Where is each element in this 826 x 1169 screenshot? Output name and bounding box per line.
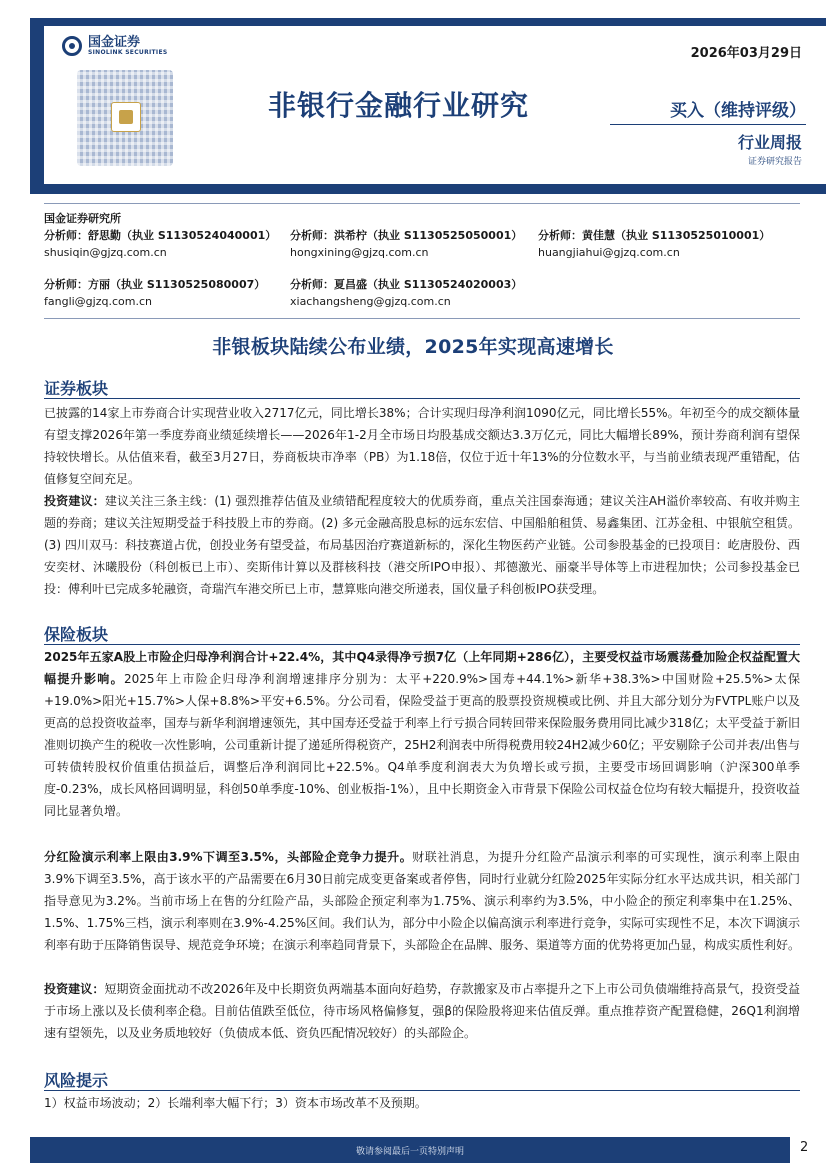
header-band	[44, 184, 826, 194]
analyst-label: 分析师：黄佳慧（执业 S1130525010001）	[538, 229, 771, 242]
analyst-entry	[290, 227, 522, 261]
analyst-email[interactable]: xiachangsheng@gjzq.com.cn	[290, 295, 451, 308]
insurance-paragraph-1	[44, 646, 800, 822]
insurance-lead-2: 分红险演示利率上限由3.9%下调至3.5%，头部险企竞争力提升。	[44, 850, 413, 864]
report-title: 非银行金融行业研究	[268, 89, 530, 122]
main-title: 非银板块陆续公布业绩，2025年实现高速增长	[212, 336, 614, 358]
report-subtype: 证券研究报告	[747, 157, 802, 167]
insurance-invest-label: 投资建议：	[44, 982, 105, 996]
insurance-text-3: 短期资金面扰动不改2026年及中长期资负两端基本面向好趋势，存款搬家及市占率提升之下上市公司负债端维持高景气，投资受益于市场上涨以及长债利率企稳。目前估值跌至低位，待市场风格偏修复，强β的保险股将迎来估值反弹。重点推荐资产配置稳健，26Q1利润增速有望领先，以及业务质地较好（负债成本低、资负匹配情况较好）的头部险企。	[44, 982, 800, 1040]
header-divider	[610, 124, 806, 125]
analyst-email[interactable]: shusiqin@gjzq.com.cn	[44, 246, 167, 259]
analyst-label: 分析师：舒思勤（执业 S1130524040001）	[44, 229, 277, 242]
section-heading-risk: 风险提示	[44, 1071, 109, 1090]
analyst-entry	[44, 227, 276, 261]
invest-text: 建议关注三条主线：(1) 强烈推荐估值及业绩错配程度较大的优质券商，重点关注国泰海通；建议关注AH溢价率较高、有收并购主题的券商；建议关注短期受益于科技股上市的券商。(2) 多元金融高股息标的远东宏信、中国船舶租赁、易鑫集团、江苏金租、中银航空租赁。(3) 四川双马：科技赛道占优，创投业务有望受益，布局基因治疗赛道新标的，深化生物医药产业链。公司参股基金的已投项目：屹唐股份、西安奕材、沐曦股份（科创板已上市）、奕斯伟计算以及群核科技（港交所IPO申报）、邦德激光、丽豪半导体等上市进程加快；公司参投基金已投：傅利叶已完成多轮融资，奇瑞汽车港交所已上市，慧算账向港交所递表，国仪量子科创板IPO获受理。	[44, 494, 800, 596]
analyst-label: 分析师：洪希柠（执业 S1130525050001）	[290, 229, 523, 242]
analyst-rule-bottom	[44, 318, 800, 319]
section-heading-insurance: 保险板块	[44, 625, 109, 644]
risk-paragraph: 1）权益市场波动；2）长端利率大幅下行；3）资本市场改革不及预期。	[44, 1096, 427, 1110]
insurance-text-2: 财联社消息，为提升分红险产品演示利率的可实现性，演示利率上限由3.9%下调至3.5%，高于该水平的产品需要在6月30日前完成变更备案或者停售，同时行业就分红险2025年实际分红水平达成共识，相关部门指导意见为3.2%。当前市场上在售的分红险产品，头部险企预定利率为1.75%、演示利率约为3.5%，中小险企的预定利率集中在1.25%、1.5%、1.75%三档，演示利率则在3.9%-4.25%区间。我们认为，部分中小险企以偏高演示利率进行竞争，实际可实现性不足，本次下调演示利率有助于压降销售误导、规范竞争环境；在演示利率趋同背景下，头部险企在品牌、服务、渠道等方面的优势将更加凸显，构成实质性利好。	[44, 850, 801, 952]
analyst-label: 分析师：方丽（执业 S1130525080007）	[44, 278, 266, 291]
footer-band	[30, 1137, 790, 1163]
section-heading-securities: 证券板块	[44, 379, 109, 398]
report-date: 2026年03月29日	[690, 46, 802, 61]
analyst-rule-top	[44, 203, 800, 204]
insurance-paragraph-2	[44, 846, 800, 956]
report-type: 行业周报	[737, 133, 802, 152]
institute-name: 国金证券研究所	[44, 212, 121, 225]
rating: 买入（维持评级）	[670, 101, 806, 121]
insurance-text-1: 2025年上市险企归母净利润增速排序分别为：太平+220.9%>国寿+44.1%>新华+38.3%>中国财险+25.5%>太保+19.0%>阳光+15.7%>人保+8.8%>平安+6.5%。分公司看，保险受益于更高的股票投资规模或比例、并且大部分划分为FVTPL账户以及更高的总投资收益率，国寿与新华利润增速领先，其中国寿还受益于利率上行亏损合同转回带来保险服务费用同比减少318亿；太平受益于新旧准则切换产生的税收一次性影响，公司重新计提了递延所得税资产，25H2利润表中所得税费用较24H2减少60亿；平安剔除子公司并表/出售与可转债转股权价值重估损益后，调整后净利润同比+22.5%。Q4单季度利润表大为负增长或亏损，主要受市场回调影响（沪深300单季度-0.23%，成长风格回调明显，科创50单季度-10%、创业板指-1%），且中长期资金入市背景下保险公司权益仓位均有较大幅提升，投资收益同比显著负增。	[44, 672, 800, 818]
qr-code-icon	[77, 70, 173, 166]
insurance-lead: 2025年五家A股上市险企归母净利润合计+22.4%，其中Q4录得净亏损7亿（上年同期+286亿），主要受权益市场震荡叠加险企权益配置大幅提升影响。	[44, 650, 800, 686]
footer-disclaimer-link[interactable]: 敬请参阅最后一页特别声明	[355, 1147, 464, 1157]
logo-name-en: SINOLINK SECURITIES	[88, 49, 168, 57]
company-logo	[62, 36, 167, 57]
section-rule	[44, 644, 800, 645]
securities-paragraph: 已披露的14家上市券商合计实现营业收入2717亿元，同比增长38%；合计实现归母净利润1090亿元，同比增长55%。年初至今的成交额体量有望支撑2026年第一季度券商业绩延续增长——2026年1-2月全市场日均股基成交额达3.3万亿元，同比大幅增长89%，预计券商利润有望保持较快增长。从估值来看，截至3月27日，券商板块市净率（PB）为1.18倍，仅位于近十年13%的分位数水平，与当前业绩表现严重错配，估值修复空间充足。	[44, 406, 800, 486]
invest-label: 投资建议：	[44, 494, 105, 508]
section-rule	[44, 398, 800, 399]
analyst-email[interactable]: hongxining@gjzq.com.cn	[290, 246, 429, 259]
securities-invest-paragraph	[44, 490, 800, 600]
analyst-entry	[290, 276, 522, 310]
analyst-entry	[44, 276, 265, 310]
logo-mark-icon	[62, 36, 82, 56]
analyst-email[interactable]: huangjiahui@gjzq.com.cn	[538, 246, 680, 259]
analyst-entry	[538, 227, 770, 261]
analyst-email[interactable]: fangli@gjzq.com.cn	[44, 295, 152, 308]
section-rule	[44, 1090, 800, 1091]
page-number: 2	[800, 1140, 809, 1155]
analyst-label: 分析师：夏昌盛（执业 S1130524020003）	[290, 278, 523, 291]
insurance-paragraph-3	[44, 978, 800, 1044]
logo-name-cn: 国金证券	[88, 35, 141, 50]
